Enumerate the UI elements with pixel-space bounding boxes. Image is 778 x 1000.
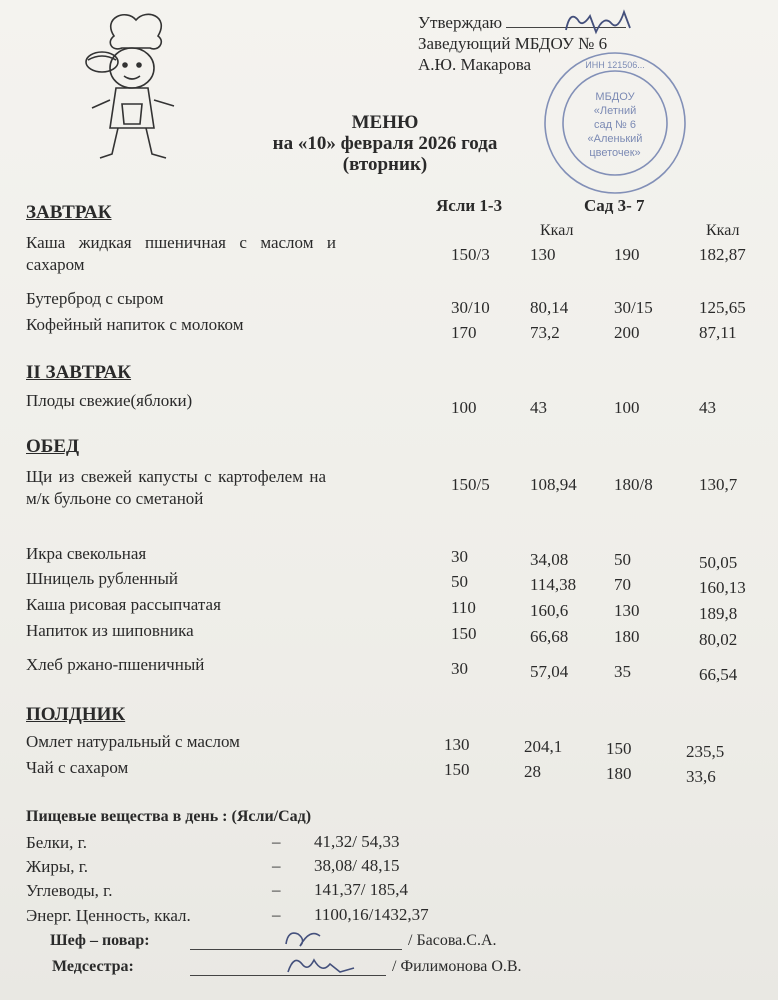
nursery-portion: 170: [451, 323, 477, 342]
nutrient-label: Энерг. Ценность, ккал.: [26, 906, 191, 925]
dish-name: Каша жидкая пшеничная с маслом и сахаром: [26, 233, 336, 274]
kindergarten-kcal: 160,13: [699, 578, 746, 597]
nursery-kcal: 73,2: [530, 323, 560, 342]
nutrients-title: Пищевые вещества в день : (Ясли/Сад): [26, 808, 312, 825]
kindergarten-kcal: 189,8: [699, 604, 738, 623]
chef-label: Шеф – повар:: [50, 932, 150, 949]
column-nursery: Ясли 1-3: [436, 196, 503, 215]
nursery-kcal: 80,14: [530, 298, 569, 317]
nutrient-dash: –: [272, 856, 281, 875]
section-snack: ПОЛДНИК: [26, 704, 126, 725]
stamp-inn: ИНН 121506...: [585, 60, 645, 70]
nursery-kcal: 108,94: [530, 475, 577, 494]
dish-name: Кофейный напиток с молоком: [26, 315, 244, 334]
approver-signature: [560, 6, 640, 38]
nursery-kcal: 28: [524, 762, 541, 781]
kcal-header-kindergarten: Ккал: [706, 222, 740, 239]
approve-label: Утверждаю: [418, 13, 503, 32]
kindergarten-portion: 190: [614, 245, 640, 264]
nutrient-value: 1100,16/1432,37: [314, 905, 429, 924]
dish-name: Каша рисовая рассыпчатая: [26, 595, 221, 614]
kindergarten-kcal: 66,54: [699, 665, 738, 684]
kindergarten-kcal: 80,02: [699, 630, 738, 649]
nutrient-value: 38,08/ 48,15: [314, 856, 400, 875]
nurse-signature: [284, 950, 364, 980]
kindergarten-kcal: 130,7: [699, 475, 738, 494]
kindergarten-kcal: 50,05: [699, 553, 738, 572]
kindergarten-kcal: 182,87: [699, 245, 746, 264]
dish-name: Омлет натуральный с маслом: [26, 732, 240, 751]
kindergarten-portion: 35: [614, 662, 631, 681]
title-weekday: (вторник): [342, 154, 428, 175]
kindergarten-portion: 200: [614, 323, 640, 342]
kindergarten-portion: 50: [614, 550, 631, 569]
kindergarten-portion: 70: [614, 575, 631, 594]
approver-name: А.Ю. Макарова: [418, 55, 532, 74]
nursery-portion: 130: [444, 735, 470, 754]
kindergarten-kcal: 43: [699, 398, 716, 417]
kcal-header-nursery: Ккал: [540, 222, 574, 239]
stamp-text: «Аленький: [587, 133, 643, 145]
dish-name: Бутерброд с сыром: [26, 289, 164, 308]
nutrient-dash: –: [272, 880, 281, 899]
stamp-text: МБДОУ: [595, 91, 635, 103]
nursery-portion: 30: [451, 547, 468, 566]
kindergarten-kcal: 33,6: [686, 767, 716, 786]
nursery-portion: 110: [451, 598, 476, 617]
nursery-kcal: 130: [530, 245, 556, 264]
dish-name: Щи из свежей капусты с картофелем на м/к бульоне со сметаной: [26, 467, 326, 508]
dish-name: Шницель рубленный: [26, 569, 178, 588]
nursery-portion: 150: [451, 624, 477, 643]
nursery-kcal: 66,68: [530, 627, 569, 646]
stamp-text: «Летний: [593, 105, 637, 117]
nursery-kcal: 204,1: [524, 737, 563, 756]
kindergarten-portion: 180: [606, 764, 632, 783]
dish-name: Икра свекольная: [26, 544, 147, 563]
dish-name: Чай с сахаром: [26, 758, 129, 777]
menu-title: [200, 112, 570, 175]
chef-illustration: [70, 8, 200, 168]
nutrient-label: Углеводы, г.: [26, 881, 113, 900]
kindergarten-portion: 180/8: [614, 475, 653, 494]
chef-signature: [280, 924, 330, 952]
nutrient-label: Жиры, г.: [26, 857, 89, 876]
nursery-kcal: 114,38: [530, 575, 577, 594]
nursery-portion: 150/3: [451, 245, 490, 264]
title-line: МЕНЮ: [351, 112, 419, 133]
nursery-portion: 100: [451, 398, 477, 417]
nutrient-value: 141,37/ 185,4: [314, 880, 408, 899]
nursery-kcal: 34,08: [530, 550, 569, 569]
nursery-kcal: 160,6: [530, 601, 569, 620]
kindergarten-portion: 150: [606, 739, 632, 758]
nutrient-dash: –: [272, 832, 281, 851]
section-lunch: ОБЕД: [26, 436, 80, 457]
kindergarten-kcal: 125,65: [699, 298, 746, 317]
section-breakfast: ЗАВТРАК: [26, 202, 112, 223]
kindergarten-portion: 130: [614, 601, 640, 620]
kindergarten-portion: 30/15: [614, 298, 653, 317]
nursery-portion: 150: [444, 760, 470, 779]
dish-name: Хлеб ржано-пшеничный: [26, 655, 205, 674]
dish-name: Плоды свежие(яблоки): [26, 391, 193, 410]
chef-name: / Басова.С.А.: [408, 932, 497, 949]
nursery-portion: 50: [451, 572, 468, 591]
nutrient-value: 41,32/ 54,33: [314, 832, 400, 851]
kindergarten-kcal: 87,11: [699, 323, 737, 342]
approver-position: Заведующий МБДОУ № 6: [418, 34, 608, 53]
nurse-label: Медсестра:: [52, 958, 134, 975]
stamp-text: сад № 6: [593, 119, 637, 131]
kindergarten-portion: 100: [614, 398, 640, 417]
nurse-name: / Филимонова О.В.: [392, 958, 522, 975]
title-date: на «10» февраля 2026 года: [272, 133, 498, 154]
dish-name: Напиток из шиповника: [26, 621, 194, 640]
nursery-portion: 30: [451, 659, 468, 678]
nutrient-label: Белки, г.: [26, 833, 87, 852]
section-second-breakfast: II ЗАВТРАК: [26, 362, 132, 383]
nursery-portion: 150/5: [451, 475, 490, 494]
nursery-kcal: 43: [530, 398, 547, 417]
column-kindergarten: Сад 3- 7: [584, 196, 645, 215]
stamp-text: цветочек»: [589, 147, 641, 159]
nutrient-dash: –: [272, 905, 281, 924]
kindergarten-kcal: 235,5: [686, 742, 725, 761]
kindergarten-portion: 180: [614, 627, 640, 646]
nursery-kcal: 57,04: [530, 662, 569, 681]
nursery-portion: 30/10: [451, 298, 490, 317]
